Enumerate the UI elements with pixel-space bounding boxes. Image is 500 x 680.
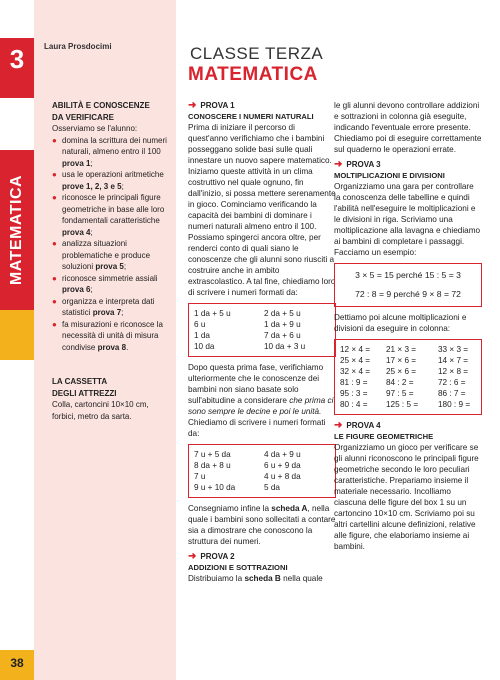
end-text-bold: scheda A: [271, 504, 308, 513]
prova-3-text: Organizziamo una gara per controllare la conoscenza delle tabelline e quindi l'abilità nell'eseguire le moltiplicazioni e le divisioni in riga. Scriviamo una moltiplicazione alla lavagna e chiediamo ai bambini di completare i passaggi. Facciamo un esempio:: [334, 182, 481, 257]
objective-item: [52, 135, 172, 170]
op-cell: 180 : 9 =: [438, 400, 471, 409]
objective-text: organizza e interpreta dati statistici: [62, 296, 155, 317]
op-cell: 81 : 9 =: [340, 378, 368, 387]
vertical-subject-title: MATEMATICA: [8, 174, 25, 286]
prova-4-label: PROVA 4: [346, 421, 381, 430]
column-2: [334, 100, 482, 552]
box-cell: 6 u + 9 da: [264, 461, 301, 470]
objective-end: ;: [90, 285, 93, 294]
objective-ref: prova 6: [62, 285, 91, 294]
end-text-a: Consegniamo infine la: [188, 504, 270, 513]
op-cell: 125 : 5 =: [386, 400, 419, 409]
objective-item: [52, 192, 172, 238]
end-text-b: , nella quale i bambini sono sollecitati a contare sia a dimostrare che conoscono la struttura dei numeri.: [188, 504, 336, 546]
prova-1-heading: [188, 100, 336, 111]
objective-end: ;: [90, 158, 93, 168]
prova-1-text: Prima di iniziare il percorso di quest'anno verifichiamo che i bambini posseggano solide basi sulle quali innestare un nuovo sapere matematico. Iniziamo queste attività in un clima costruttivo nel quale ognuno, fin dall'inizio, si possa mettere serenamente in gioco. Cominciamo verificando la capacità dei bambini di dominare i numeri naturali almeno entro il 100. Possiamo spingerci ancora oltre, per renderci conto di quali siano le conoscenze che gli alunni sono riusciti a costruire anche in ambito extrascolastico. A tal fine, chiediamo loro di scrivere i numeri formati da:: [188, 123, 336, 297]
mid-paragraph: [188, 362, 336, 439]
objectives-title-1: ABILITÀ E CONOSCENZE: [52, 101, 150, 110]
objectives-list: [52, 135, 172, 354]
box-cell: 2 da + 5 u: [264, 309, 301, 318]
op-cell: 84 : 2 =: [386, 378, 414, 387]
op-cell: 12 × 8 =: [438, 367, 469, 376]
box-cell: 7 u + 5 da: [194, 450, 231, 459]
example-box: [334, 263, 482, 307]
op-cell: 25 × 6 =: [386, 367, 417, 376]
objective-ref: prova 7: [92, 308, 122, 317]
example-eq-2: 72 : 8 = 9 perché 9 × 8 = 72: [355, 289, 461, 299]
op-cell: 21 × 3 =: [386, 345, 417, 354]
prova-2-heading: [188, 551, 336, 562]
numbers-box-2: [188, 444, 336, 498]
op-cell: 97 : 5 =: [386, 389, 414, 398]
arrow-right-icon: ➜: [334, 158, 343, 170]
objective-text: analizza situazioni problematiche e produce soluzioni: [62, 239, 151, 271]
objectives-title-2: DA VERIFICARE: [52, 112, 114, 122]
mid-text-italic: che prima ci sono sempre le decine e poi le unità.: [188, 396, 334, 416]
arrow-right-icon: ➜: [188, 99, 197, 111]
prova-4-text: Organizziamo un gioco per verificare se gli alunni riconoscono le principali figure geometriche secondo le loro peculiari caratteristiche. Prepariamo insieme il materiale necessario. Incolliamo ciascuna delle figure del box 1 su un cartoncino 10×10 cm. Scriviamo poi su altri cartellini alcune definizioni, relative alle figure, che elaboriamo insieme ai bambini.: [334, 443, 479, 551]
chapter-number: 3: [9, 44, 25, 74]
box-cell: 4 u + 8 da: [264, 472, 301, 481]
objective-item: [52, 296, 172, 319]
op-cell: 95 : 3 =: [340, 389, 368, 398]
example-eq-1: 3 × 5 = 15 perché 15 : 5 = 3: [355, 270, 461, 280]
box-cell: 10 da + 3 u: [264, 342, 306, 351]
arrow-right-icon: ➜: [334, 419, 343, 431]
objective-end: ;: [121, 308, 124, 317]
objectives-section: [52, 100, 172, 353]
box-cell: 7 u: [194, 472, 206, 481]
op-cell: 86 : 7 =: [438, 389, 466, 398]
prova-3-label: PROVA 3: [346, 160, 381, 169]
prova-3-title: MOLTIPLICAZIONI E DIVISIONI: [334, 171, 445, 180]
box-cell: 4 da + 9 u: [264, 450, 301, 459]
objective-text: domina la scrittura dei numeri naturali, almeno entro il 100: [62, 135, 167, 156]
prova-2-text-a: Distribuiamo la: [188, 574, 243, 583]
page-number: 38: [10, 656, 24, 670]
numbers-box-1: [188, 303, 336, 357]
op-cell: 80 : 4 =: [340, 400, 368, 409]
objective-end: ;: [123, 262, 127, 271]
prova-4-heading: [334, 420, 482, 431]
box-cell: 1 da + 5 u: [194, 309, 231, 318]
page-number-box: [0, 650, 34, 680]
col2-top-text: le gli alunni devono controllare addizioni e sottrazioni in colonna già eseguite, indicando l'eventuale errore presente. Chiediamo poi di eseguire correttamente sul quaderno le operazioni errate.: [334, 101, 482, 154]
box-cell: 7 da + 6 u: [264, 331, 301, 340]
op-cell: 17 × 6 =: [386, 356, 417, 365]
subject-band-accent: [0, 310, 34, 360]
objective-ref: prova 4: [62, 227, 91, 237]
tools-section: [52, 376, 172, 422]
dettiamo-text: Dettiamo poi alcune moltiplicazioni e divisioni da eseguire in colonna:: [334, 313, 467, 333]
end-paragraph: [188, 503, 336, 547]
prova-1-title: CONOSCERE I NUMERI NATURALI: [188, 112, 314, 121]
objective-ref: prova 5: [95, 262, 124, 271]
objective-item: [52, 273, 172, 296]
op-cell: 12 × 4 =: [340, 345, 371, 354]
vertical-title-wrap: [0, 160, 34, 300]
arrow-right-icon: ➜: [188, 550, 197, 562]
objective-end: .: [126, 342, 129, 352]
author: Laura Prosdocimi: [44, 42, 112, 51]
tools-text: Colla, cartoncini 10×10 cm, forbici, metro da sarta.: [52, 400, 149, 421]
objective-item: [52, 169, 172, 192]
tools-title-1: LA CASSETTA: [52, 377, 108, 386]
op-cell: 72 : 6 =: [438, 378, 466, 387]
objective-item: [52, 238, 172, 273]
box-cell: 1 da + 9 u: [264, 320, 301, 329]
prova-2-text-b: nella quale: [283, 574, 323, 583]
objective-ref: prova 1: [62, 158, 91, 168]
objective-text: riconosce le principali figure geometriche in base alle loro fondamentali caratteristiche: [62, 193, 165, 225]
prova-2-title: ADDIZIONI E SOTTRAZIONI: [188, 563, 288, 572]
op-cell: 25 × 4 =: [340, 356, 371, 365]
prova-3-heading: [334, 159, 482, 170]
op-cell: 14 × 7 =: [438, 356, 469, 365]
chapter-tab: [0, 0, 34, 680]
prova-2-label: PROVA 2: [200, 552, 235, 561]
prova-4-title: LE FIGURE GEOMETRICHE: [334, 432, 434, 441]
objective-ref: prova 8: [97, 342, 127, 352]
prova-2-text: [188, 573, 336, 584]
objective-text: usa le operazioni aritmetiche: [62, 170, 164, 179]
mid-text-2: Chiediamo di scrivere i numeri formati da:: [188, 418, 326, 438]
mid-text-1: Dopo questa prima fase, verifichiamo ulteriormente che le conoscenze dei bambini non siano basate solo sull'abitudine a considerare: [188, 363, 324, 405]
box-cell: 9 u + 10 da: [194, 483, 236, 492]
op-cell: 32 × 4 =: [340, 367, 371, 376]
objective-end: ;: [121, 181, 124, 191]
box-cell: 10 da: [194, 342, 215, 351]
operations-box: [334, 339, 482, 415]
class-heading: CLASSE TERZA: [190, 44, 324, 63]
objective-text: riconosce simmetrie assiali: [62, 273, 158, 283]
box-cell: 6 u: [194, 320, 206, 329]
box-cell: 1 da: [194, 331, 210, 340]
prova-2-text-bold: scheda B: [244, 574, 281, 583]
box-cell: 8 da + 8 u: [194, 461, 231, 470]
box-cell: 5 da: [264, 483, 280, 492]
prova-1-label: PROVA 1: [200, 101, 235, 110]
column-1: [188, 100, 336, 584]
tools-title-2: DEGLI ATTREZZI: [52, 388, 117, 398]
subject-heading: MATEMATICA: [188, 64, 318, 85]
objective-end: ;: [90, 227, 93, 237]
objective-text: fa misurazioni e riconosce la necessità di unità di misura condivise: [62, 319, 163, 352]
op-cell: 33 × 3 =: [438, 345, 469, 354]
objective-item: [52, 319, 172, 354]
objective-ref: prove 1, 2, 3 e 5: [62, 181, 122, 191]
objectives-intro: Osserviamo se l'alunno:: [52, 124, 138, 133]
